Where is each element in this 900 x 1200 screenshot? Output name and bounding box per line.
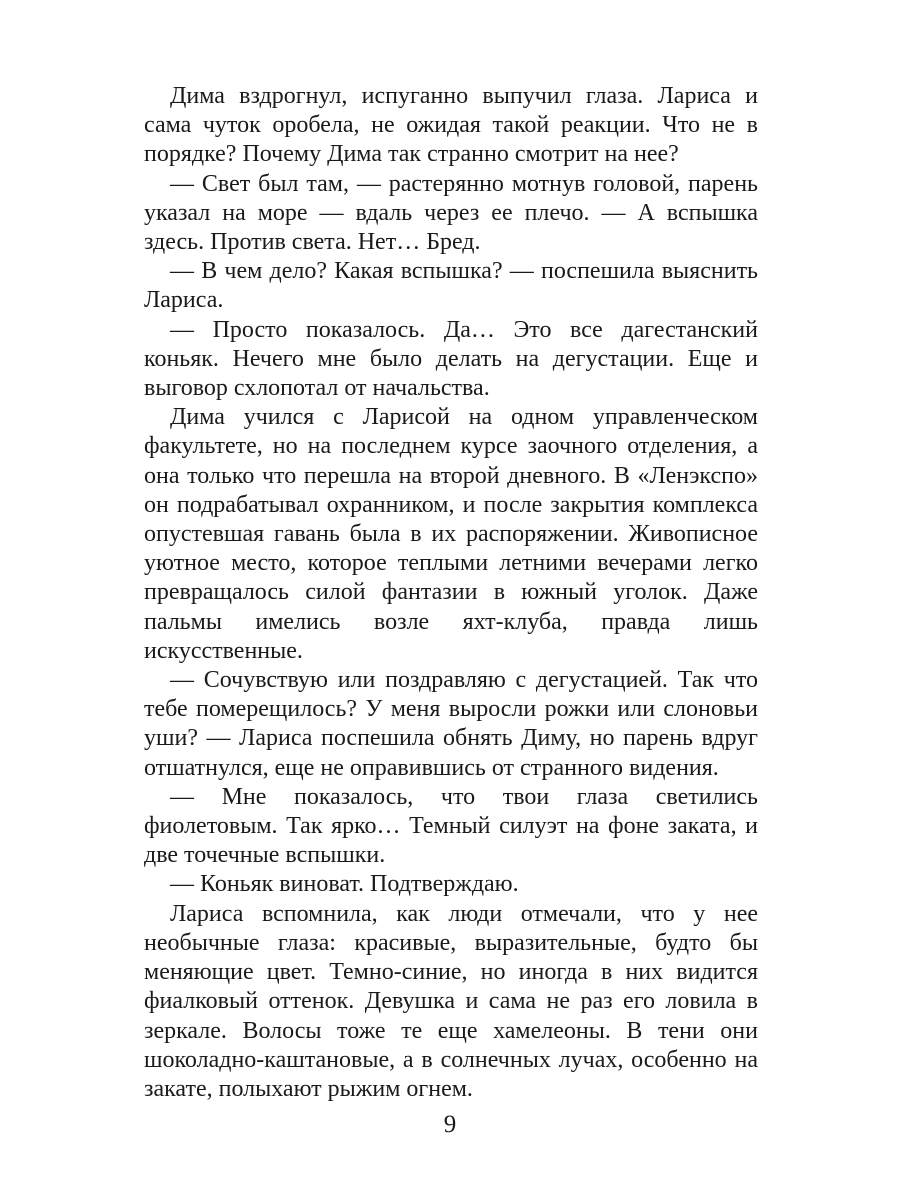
paragraph-2: — Свет был там, — растерянно мотнув головой, парень указал на море — вдаль через ее плечо. — А вспышка здесь. Против света. Нет… Бред. bbox=[144, 170, 758, 256]
page-body bbox=[144, 82, 758, 1104]
paragraph-5: Дима учился с Ларисой на одном управленческом факультете, но на последнем курсе заочного отделения, а она только что перешла на второй дневного. В «Ленэкспо» он подрабатывал охранником, и после закрытия комплекса опустевшая гавань была в их распоряжении. Живописное уютное место, которое теплыми летними вечерами легко превращалось силой фантазии в южный уголок. Даже пальмы имелись возле яхт-клуба, правда лишь искусственные. bbox=[144, 404, 758, 664]
paragraph-9: Лариса вспомнила, как люди отмечали, что у нее необычные глаза: красивые, выразительные, будто бы меняющие цвет. Темно-синие, но иногда в них видится фиалковый оттенок. Девушка и сама не раз его ловила в зеркале. Волосы тоже те еще хамелеоны. В тени они шоколадно-каштановые, а в солнечных лучах, особенно на закате, полыхают рыжим огнем. bbox=[144, 900, 758, 1102]
paragraph-6: — Сочувствую или поздравляю с дегустацией. Так что тебе померещилось? У меня выросли рожки или слоновьи уши? — Лариса поспешила обнять Диму, но парень вдруг отшатнулся, еще не оправившись от странного видения. bbox=[144, 667, 758, 781]
paragraph-3: — В чем дело? Какая вспышка? — поспешила выяснить Лариса. bbox=[144, 258, 758, 314]
paragraph-7: — Мне показалось, что твои глаза светились фиолетовым. Так ярко… Темный силуэт на фоне заката, и две точечные вспышки. bbox=[144, 783, 758, 869]
paragraph-1: Дима вздрогнул, испуганно выпучил глаза. Лариса и сама чуток оробела, не ожидая такой реакции. Что не в порядке? Почему Дима так странно смотрит на нее? bbox=[144, 83, 758, 168]
page-number: 9 bbox=[443, 1111, 457, 1138]
paragraph-4: — Просто показалось. Да… Это все дагестанский коньяк. Нечего мне было делать на дегустации. Еще и выговор схлопотал от начальства. bbox=[144, 316, 758, 402]
paragraph-8: — Коньяк виноват. Подтверждаю. bbox=[170, 871, 519, 898]
